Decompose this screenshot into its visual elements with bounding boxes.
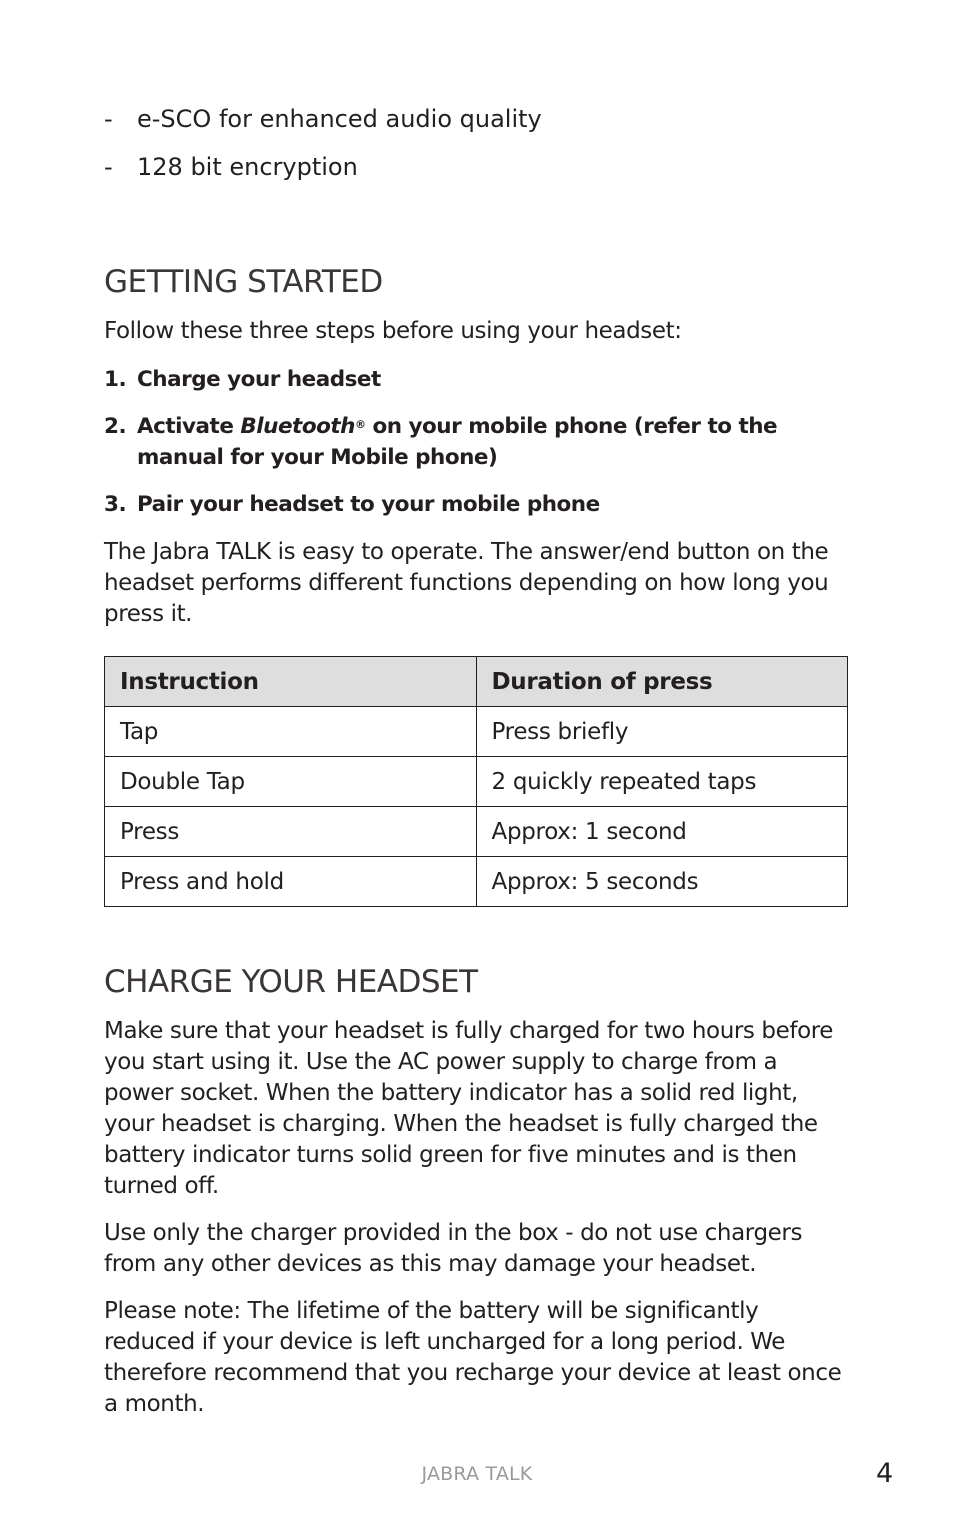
charge-paragraph: Please note: The lifetime of the battery will be significantly reduced if your device is left uncharged for a long period. We therefore recommend that you recharge your device at least once a month. (104, 1298, 842, 1417)
duration-cell: Approx: 5 seconds (476, 857, 847, 907)
feature-text: 128 bit encryption (137, 153, 358, 181)
instruction-cell: Tap (105, 707, 477, 757)
step-text (137, 411, 849, 473)
step-number: 2. (104, 414, 127, 439)
instruction-cell: Double Tap (105, 757, 477, 807)
column-header-duration: Duration of press (476, 657, 847, 707)
table-row (105, 857, 848, 907)
duration-cell: Press briefly (476, 707, 847, 757)
step-number: 3. (104, 492, 127, 517)
registered-mark: ® (354, 418, 366, 431)
step-item (104, 411, 849, 473)
operation-description: The Jabra TALK is easy to operate. The answer/end button on the headset performs different functions depending on how long you press it. (104, 539, 829, 627)
press-duration-table (104, 656, 848, 907)
table-row (105, 757, 848, 807)
list-dash: - (104, 105, 113, 133)
step-number: 1. (104, 367, 127, 392)
duration-cell: 2 quickly repeated taps (476, 757, 847, 807)
list-dash: - (104, 153, 113, 181)
getting-started-intro: Follow these three steps before using your headset: (104, 318, 682, 344)
footer-title: JABRA TALK (421, 1463, 533, 1485)
step-item (104, 489, 849, 520)
instruction-cell: Press (105, 807, 477, 857)
table-row (105, 807, 848, 857)
feature-text: e-SCO for enhanced audio quality (137, 105, 542, 133)
table-row (105, 707, 848, 757)
instruction-cell: Press and hold (105, 857, 477, 907)
page-number: 4 (876, 1458, 894, 1489)
duration-cell: Approx: 1 second (476, 807, 847, 857)
charge-paragraph: Make sure that your headset is fully charged for two hours before you start using it. Use the AC power supply to charge from a power socket. When the battery indicator has a solid red light, your headset is charging. When the headset is fully charged the battery indicator turns solid green for five minutes and is then turned off. (104, 1018, 834, 1199)
charge-heading: CHARGE YOUR HEADSET (104, 964, 478, 1000)
step-text: Charge your headset (137, 367, 381, 392)
step-text-after: on your mobile phone (refer to the manual for your Mobile phone) (137, 414, 778, 470)
table-header-row (105, 657, 848, 707)
bluetooth-brand: Bluetooth (240, 414, 355, 439)
step-text-before: Activate (137, 414, 241, 439)
step-item (104, 364, 849, 395)
column-header-instruction: Instruction (105, 657, 477, 707)
step-text: Pair your headset to your mobile phone (137, 492, 600, 517)
charge-paragraph: Use only the charger provided in the box - do not use chargers from any other devices as this may damage your headset. (104, 1220, 803, 1277)
getting-started-heading: GETTING STARTED (104, 264, 383, 300)
